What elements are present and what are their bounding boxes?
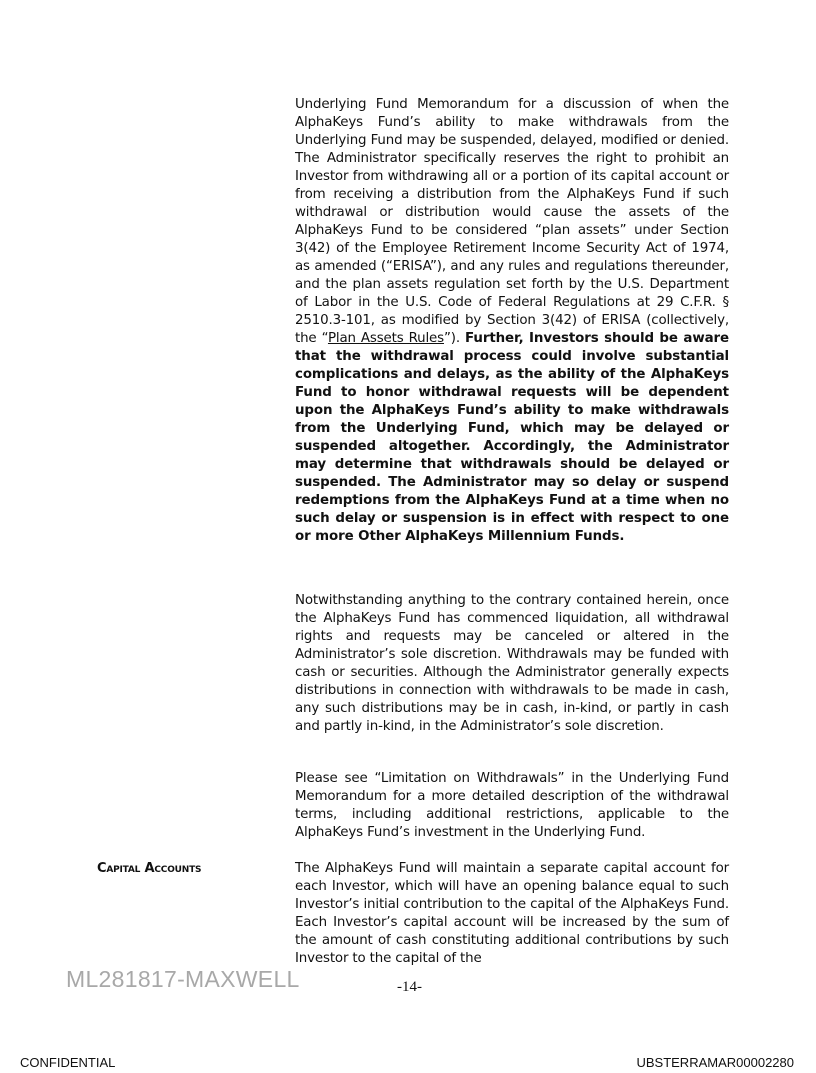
paragraph-liquidation bbox=[295, 592, 729, 736]
section-heading-capital-accounts: Capital Accounts bbox=[97, 861, 202, 876]
defined-term-plan-assets-rules: Plan Assets Rules bbox=[327, 331, 444, 346]
paragraph-capital-accounts bbox=[295, 860, 729, 968]
paragraph-withdrawal-suspension bbox=[295, 96, 729, 546]
page-number: -14- bbox=[397, 979, 422, 995]
watermark: ML281817-MAXWELL bbox=[66, 966, 300, 992]
paragraph-text: ”). bbox=[443, 331, 465, 346]
footer-confidential: CONFIDENTIAL bbox=[20, 1055, 116, 1070]
footer-bates-number: UBSTERRAMAR00002280 bbox=[636, 1055, 794, 1070]
paragraph-text: Underlying Fund Memorandum for a discussion of when the AlphaKeys Fund’s ability to make withdrawals from the Underlying Fund may be suspended, delayed, modified or denied. The Administrator specifically reserves the right to prohibit an Investor from withdrawing all or a portion of its capital account or from receiving a distribution from the AlphaKeys Fund if such withdrawal or distribution would cause the assets of the AlphaKeys Fund to be considered “plan assets” under Section 3(42) of the Employee Retirement Income Security Act of 1974, as amended (“ERISA”), and any rules and regulations thereunder, and the plan assets regulation set forth by the U.S. Department of Labor in the U.S. Code of Federal Regulations at 29 C.F.R. § 2510.3-101, as modified by Section 3(42) of ERISA (collectively, the “ bbox=[295, 97, 729, 346]
paragraph-text: The AlphaKeys Fund will maintain a separate capital account for each Investor, which will have an opening balance equal to such Investor’s initial contribution to the capital of the AlphaKeys Fund. Each Investor’s capital account will be increased by the sum of the amount of cash constituting additional contributions by such Investor to the capital of the bbox=[295, 861, 729, 966]
paragraph-text: Notwithstanding anything to the contrary contained herein, once the AlphaKeys Fund has commenced liquidation, all withdrawal rights and requests may be canceled or altered in the Administrator’s sole discretion. Withdrawals may be funded with cash or securities. Although the Administrator generally expects distributions in connection with withdrawals to be made in cash, any such distributions may be in cash, in-kind, or partly in cash and partly in-kind, in the Administrator’s sole discretion. bbox=[295, 593, 729, 734]
bold-warning-text: Further, Investors should be aware that the withdrawal process could involve substantial complications and delays, as the ability of the AlphaKeys Fund to honor withdrawal requests will be dependent upon the AlphaKeys Fund’s ability to make withdrawals from the Underlying Fund, which may be delayed or suspended altogether. Accordingly, the Administrator may determine that withdrawals should be delayed or suspended. The Administrator may so delay or suspend redemptions from the AlphaKeys Fund at a time when no such delay or suspension is in effect with respect to one or more Other AlphaKeys Millennium Funds. bbox=[295, 331, 730, 544]
paragraph-limitation-reference bbox=[295, 770, 729, 842]
paragraph-text: Please see “Limitation on Withdrawals” in the Underlying Fund Memorandum for a more detailed description of the withdrawal terms, including additional restrictions, applicable to the AlphaKeys Fund’s investment in the Underlying Fund. bbox=[295, 771, 729, 840]
